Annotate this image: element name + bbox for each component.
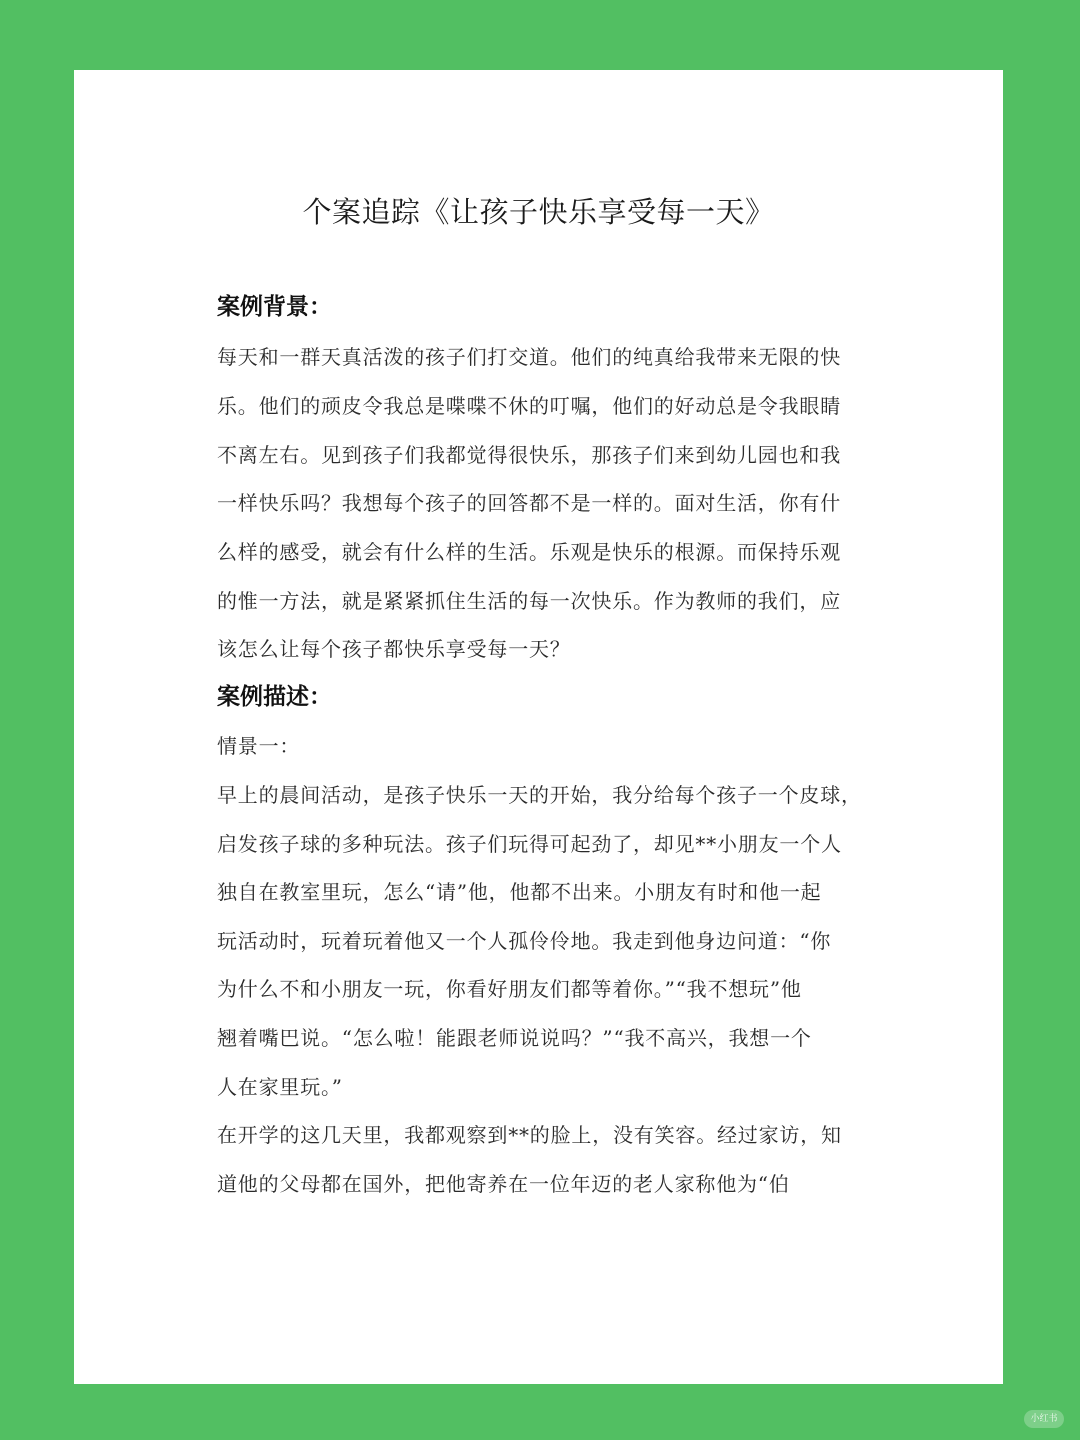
paragraph-line: 早上的晨间活动，是孩子快乐一天的开始，我分给每个孩子一个皮球，: [217, 783, 862, 807]
document-title: 个案追踪《让孩子快乐享受每一天》: [302, 195, 775, 229]
document-page: [74, 70, 1003, 1384]
paragraph-line: 一样快乐吗？我想每个孩子的回答都不是一样的。面对生活，你有什: [217, 491, 841, 515]
paragraph-line: 为什么不和小朋友一玩，你看好朋友们都等着你。”“我不想玩”他: [217, 977, 802, 1001]
paragraph-line: 翘着嘴巴说。“怎么啦！能跟老师说说吗？”“我不高兴，我想一个: [217, 1026, 812, 1050]
paragraph-line: 玩活动时，玩着玩着他又一个人孤伶伶地。我走到他身边问道：“你: [217, 929, 832, 953]
section-heading-background: 案例背景：: [217, 294, 332, 320]
section-heading-description: 案例描述：: [217, 684, 332, 710]
paragraph-line: 独自在教室里玩，怎么“请”他，他都不出来。小朋友有时和他一起: [217, 880, 822, 904]
paragraph-line: 启发孩子球的多种玩法。孩子们玩得可起劲了，却见**小朋友一个人: [217, 832, 842, 856]
paragraph-line: 人在家里玩。”: [217, 1075, 343, 1099]
paragraph-line: 每天和一群天真活泼的孩子们打交道。他们的纯真给我带来无限的快: [217, 345, 841, 369]
paragraph-line: 的惟一方法，就是紧紧抓住生活的每一次快乐。作为教师的我们，应: [217, 589, 841, 613]
paragraph-line: 么样的感受，就会有什么样的生活。乐观是快乐的根源。而保持乐观: [217, 540, 841, 564]
paragraph-line: 在开学的这几天里，我都观察到**的脸上，没有笑容。经过家访，知: [217, 1123, 842, 1147]
scene-label: 情景一：: [217, 734, 301, 758]
paragraph-line: 不离左右。见到孩子们我都觉得很快乐，那孩子们来到幼儿园也和我: [217, 443, 841, 467]
paragraph-line: 乐。他们的顽皮令我总是喋喋不休的叮嘱，他们的好动总是令我眼睛: [217, 394, 841, 418]
paragraph-line: 道他的父母都在国外，把他寄养在一位年迈的老人家称他为“伯: [217, 1172, 790, 1196]
paragraph-line: 该怎么让每个孩子都快乐享受每一天？: [217, 637, 571, 661]
watermark-badge: 小红书: [1024, 1410, 1064, 1428]
